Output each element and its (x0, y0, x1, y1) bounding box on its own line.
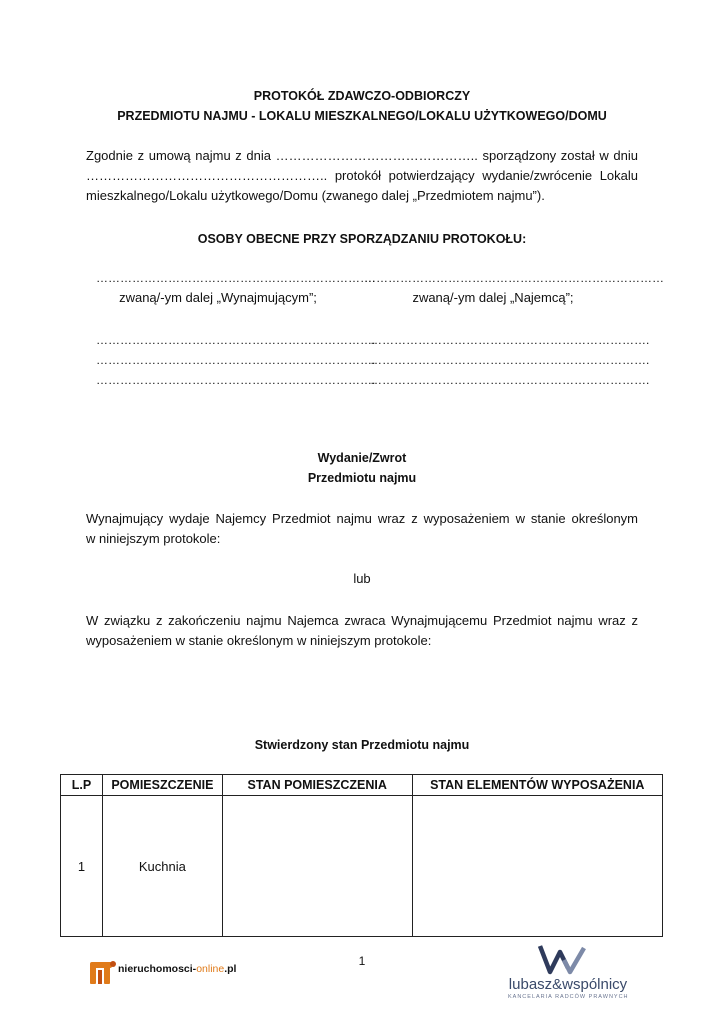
lubasz-logo-name: lubasz&wspólnicy (508, 976, 628, 993)
handover-heading-line-2: Przedmiotu najmu (307, 471, 417, 485)
landlord-address-line-2: ……………………………………………………………. (96, 353, 376, 367)
column-header-equipment-state: STAN ELEMENTÓW WYPOSAŻENIA (412, 775, 662, 796)
landlord-label: zwaną/-ym dalej „Wynajmującym”; (119, 290, 317, 305)
tenant-label: zwaną/-ym dalej „Najemcą”; (412, 290, 574, 305)
page-number: 1 (358, 954, 366, 968)
lubasz-logo-subtitle: KANCELARIA RADCÓW PRAWNYCH (508, 994, 629, 1000)
intro-line-1: Zgodnie z umową najmu z dnia ……………………………………….. sporządzony został w dniu (86, 148, 638, 163)
handover-p1-line-2: w niniejszym protokole: (86, 531, 221, 546)
logo-text-tail: .pl (224, 963, 237, 975)
landlord-name-line: ……………………………………………………………. (96, 271, 376, 285)
tenant-address-line-2: ……………………………………………………………. (370, 353, 650, 367)
landlord-address-line-1: ……………………………………………………………. (96, 333, 376, 347)
tenant-address-line-1: ……………………………………………………………. (370, 333, 650, 347)
column-header-lp: L.P (61, 775, 103, 796)
title-line-1: PROTOKÓŁ ZDAWCZO-ODBIORCZY (253, 89, 471, 103)
row-lp-cell: 1 (61, 796, 103, 937)
intro-paragraph (86, 146, 638, 206)
intro-line-3: mieszkalnego/Lokalu użytkowego/Domu (zwanego dalej „Przedmiotem najmu”). (86, 188, 545, 203)
tenant-name-line: ………………………………………………………………… (364, 271, 664, 285)
handover-heading (60, 448, 664, 488)
lubasz-logo-icon (538, 944, 586, 976)
table-row (61, 796, 663, 937)
handover-heading-line-1: Wydanie/Zwrot (317, 451, 407, 465)
state-table-header-row (61, 775, 663, 796)
landlord-address-line-3: ……………………………………………………………. (96, 373, 376, 387)
tenant-address-line-3: ……………………………………………………………. (370, 373, 650, 387)
handover-p1-line-1: Wynajmujący wydaje Najemcy Przedmiot najmu wraz z wyposażeniem w stanie określonym (86, 511, 638, 526)
persons-heading: OSOBY OBECNE PRZY SPORZĄDZANIU PROTOKOŁU: (197, 232, 527, 246)
handover-paragraph-1 (86, 509, 638, 549)
column-header-room-state: STAN POMIESZCZENIA (222, 775, 412, 796)
row-room-state-cell[interactable] (222, 796, 412, 937)
column-header-room: POMIESZCZENIE (102, 775, 222, 796)
document-title (60, 86, 664, 126)
or-separator: lub (353, 571, 371, 586)
state-table (60, 774, 663, 937)
intro-line-2: ……………………………………………….. protokół potwierdzający wydanie/zwrócenie Lokalu (86, 168, 638, 183)
row-equipment-state-cell[interactable] (412, 796, 662, 937)
logo-text-main: nieruchomosci- (118, 963, 197, 975)
handover-p2-line-1: W związku z zakończeniu najmu Najemca zwraca Wynajmującemu Przedmiot najmu wraz z (86, 613, 638, 628)
state-heading: Stwierdzony stan Przedmiotu najmu (254, 738, 470, 752)
handover-p2-line-2: wyposażeniem w stanie określonym w niniejszym protokole: (86, 633, 432, 648)
nieruchomosci-logo-icon (88, 956, 118, 986)
nieruchomosci-logo-text (118, 963, 236, 975)
row-room-cell: Kuchnia (102, 796, 222, 937)
handover-paragraph-2 (86, 611, 638, 651)
logo-text-accent: online (196, 963, 225, 975)
title-line-2: PRZEDMIOTU NAJMU - LOKALU MIESZKALNEGO/LOKALU UŻYTKOWEGO/DOMU (117, 109, 607, 123)
